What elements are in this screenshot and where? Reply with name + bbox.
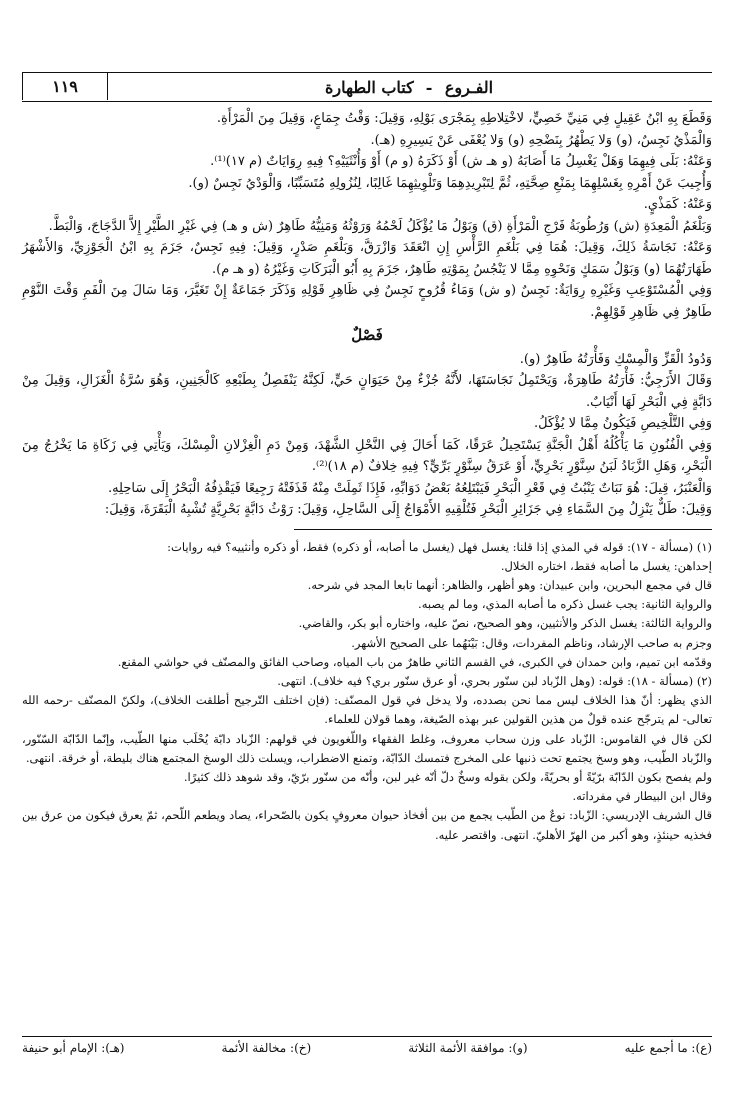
footnote-line: وقدّمه ابن تميم، وابن حمدان في الكبرى، في القسم الثاني طاهرٌ من باب المياه، وصاحب الفائق والمصنّف في حواشي المقنع.	[117, 654, 712, 669]
main-text	[22, 108, 712, 521]
main-paragraph: وَبَلْغَمُ الْمَعِدَةِ (ش) وَرُطُوبَةُ فَرْجِ الْمَرْأَةِ (ق) وَبَوْلُ مَا يُؤْكَلُ لَحْمُهُ وَرَوْثُهُ وَمَنِيُّهُ طَاهِرٌ (ش و هـ) فِي غَيْرِ الطَّيْرِ إِلاَّ الدَّجَاجَ، وَالْبَطَّ.	[48, 218, 712, 234]
main-paragraph: وَفِي الْمُسْتَوْعِبِ وَغَيْرِهِ رِوَايَةٌ: نَجِسٌ (و ش) وَمَاءُ قُرُوحٍ نَجِسٌ فِي ظَاهِرِ قَوْلِهِ وَذَكَرَ جَمَاعَةٌ إِنْ تَغَيَّرَ، وَمَا سَالَ مِنَ الْفَمِ وَقْتَ النَّوْمِ طَاهِرٌ فِي ظَاهِرِ قَوْلِهِمْ.	[22, 283, 712, 320]
abbreviation-key	[22, 1036, 712, 1055]
footnote-line: وجزم به صاحب الإرشاد، وناظم المفردات، وقال: بَيْنَهُما على الصحيح الأشهر.	[351, 635, 712, 650]
section-paragraph: وَدُودُ الْقَزِّ وَالْمِسْكِ وَفَأْرَتُهُ طَاهِرٌ (و).	[519, 351, 712, 367]
section-paragraph: وَقِيلَ: طَلٌّ يَنْزِلُ مِنَ السَّمَاءِ فِي جَزَائِرِ الْبَحْرِ فَتُلْقِيهِ الأَمْوَاجُ إِلَى السَّاحِلِ، وَقِيلَ: رَوْثُ دَابَّةٍ بَحْرِيَّةٍ تُشْبِهُ الْبَقَرَةَ، وَقِيلَ:	[104, 502, 712, 517]
section-paragraph: وَقَالَ الأَزَجِيُّ: فَأْرَتُهُ طَاهِرَةٌ، وَيَحْتَمِلُ نَجَاسَتَهَا، لأَنَّهُ جُزْءٌ مِنْ حَيَوَانٍ حَيٍّ، لَكِنَّهُ يَنْفَصِلُ بِطَبْعِهِ كَالْجَنِينِ، وَهُوَ سُرَّةُ الْغَزَالِ، وَقِيلَ مِنْ دَابَّةٍ فِي الْبَحْرِ لَهَا أَنْيَابٌ.	[22, 373, 712, 410]
key-ayn: (ع): ما أجمع عليه	[624, 1041, 712, 1055]
running-title	[106, 73, 712, 101]
footnotes	[22, 538, 712, 845]
chapter-title: كتاب الطهارة	[324, 77, 414, 97]
section-paragraph: وَفِي التَّلْخِيصِ فَيَكُونُ مِمَّا لا يُؤْكَلُ.	[534, 416, 712, 431]
key-kha: (خ): مخالفة الأئمة	[221, 1041, 312, 1055]
main-paragraph: وَأُجِيبَ عَنْ أَمْرِهِ بِغَسْلِهِمَا بِمَنْعِ صِحَّتِهِ، ثُمَّ لِتَبْرِيدِهِمَا وَتَلْوِيثِهِمَا غَالِبًا، لِنُزُولِهِ مُتَسَبِّبًا، وَالْوَدْيُ نَجِسٌ (و).	[188, 175, 712, 191]
main-paragraph: وَعَنْهُ: بَلَى فِيهِمَا وَهَلْ يَغْسِلُ مَا أَصَابَهُ (و هـ ش) أَوْ ذَكَرَهُ (و م) أَوْ وَأُنْثَيَيْهِ؟ فِيهِ رِوَايَاتٌ (م ١٧)⁽¹⁾.	[210, 154, 712, 169]
main-paragraph: وَعَنْهُ: نَجَاسَةُ ذَلِكَ، وَقِيلَ: هُمَا فِي بَلْغَمِ الرَّأْسِ إِنِ انْعَقَدَ وَازْرَقَّ، وَبَلْغَمِ صَدْرٍ، وَقِيلَ: فِيهِ نَجِسٌ، جَزَمَ بِهِ ابْنُ الْجَوْزِيِّ، وَالأَشْهَرُ طَهَارَتُهُمَا (و) وَبَوْلُ سَمَكٍ وَنَحْوِهِ مِمَّا لا يَنْجُسُ بِمَوْتِهِ طَاهِرٌ، جَزَمَ بِهِ أَبُو الْبَرَكَاتِ وَغَيْرُهُ (و هـ م).	[22, 240, 712, 277]
title-separator: -	[425, 77, 433, 97]
page-number: ١١٩	[22, 72, 108, 100]
section-heading: فَصْلٌ	[351, 326, 383, 344]
key-waw: (و): موافقة الأئمة الثلاثة	[408, 1041, 528, 1055]
footnote-divider	[294, 529, 712, 530]
footnote-line: لكن قال في القاموس: الزّباد على وزن سحاب معروف، وغلط الفقهاء واللّغويون في قولهم: الزّباد دابّة يُحْلَب منها الطّيب، وإنّما الدّابّة السّنّور، والزّباد الطّيب، وهو وسخ يجتمع تحت ذنبها على المخرج فتمسك الدّابّة، وتمنع الاضطراب، ويسلت ذلك الوسخ المجتمع هناك بليطة، أو خرقة. انتهى.	[22, 731, 712, 765]
footnote-line: ولم يفصح بكون الدّابّة برّيّةً أو بحريّةً، ولكن بقوله وسخٌ دلّ أنّه غير لبن، وأنّه من سنّور برّيّ، وقد شوهد ذلك كثيرًا.	[183, 769, 712, 784]
footnote-line: والرواية الثانية: يجب غسل ذكره ما أصابه المذي، وما لم يصبه.	[418, 597, 712, 612]
main-paragraph: وَقَطَعَ بِهِ ابْنُ عَقِيلٍ فِي مَنِيِّ خَصِيٍّ، لاخْتِلاطِهِ بِمَجْرَى بَوْلِهِ، وَقِيلَ: وَقْتُ جِمَاعٍ، وَقِيلَ مِنَ الْمَرْأَةِ.	[216, 111, 712, 126]
book-page	[22, 72, 712, 845]
section-paragraph: وَالْعَنْبَرُ، قِيلَ: هُوَ نَبَاتٌ يَنْبُتُ فِي قَعْرِ الْبَحْرِ فَيَبْتَلِعُهُ بَعْضُ دَوَابِّهِ، فَإِذَا ثَمِلَتْ مِنْهُ قَذَفَتْهُ رَجِيعًا فَيَقْذِفُهُ الْبَحْرُ إِلَى سَاحِلِهِ.	[107, 480, 712, 496]
main-paragraph: وَالْمَذْيُ نَجِسٌ، (و) وَلا يَطْهُرُ بِنَضْحِهِ (و) وَلا يُعْفَى عَنْ يَسِيرِهِ (هـ).	[370, 132, 712, 148]
section-paragraph: وَفِي الْفُنُونِ مَا يَأْكُلُهُ أَهْلُ الْجَنَّةِ يَسْتَحِيلُ عَرَقًا، كَمَا أَحَالَ فِي النَّحْلِ الشَّهْدَ، وَمِنْ دَمِ الْغِزْلانِ الْمِسْكَ، وَيَأْتِي فِي زَكَاةِ مَا يَخْرُجُ مِنَ الْبَحْرِ، وَهَلِ الزَّبَادُ لَبَنُ سِنَّوْرٍ بَحْرِيٍّ، أَوْ عَرَقُ سِنَّوْرٍ بَرِّيٍّ؟ فِيهِ خِلافٌ (م ١٨)⁽²⁾.	[22, 437, 712, 474]
key-ha: (هـ): الإمام أبو حنيفة	[22, 1041, 125, 1055]
footnote-line: (٢) (مسألة - ١٨): قوله: (وهل الزّباد لبن سنّور بحري، أو عرق سنّور بري؟ فيه خلاف). انتهى.	[277, 673, 712, 688]
book-title: الفـروع	[444, 77, 494, 97]
footnote-line: قال الشريف الإدريسي: الزّباد: نوعٌ من الطّيب يجمع من بين أفخاذ حيوان معروفٍ يكون بالصّحراء، يصاد ويطعم اللّحم، ثمّ يعرق فيكون من عرق بين فخذيه حينئذٍ، وهو أكبر من الهرّ الأهليّ. انتهى. واقتصر عليه.	[22, 808, 712, 842]
footnote-line: وقال ابن البيطار في مفرداته.	[572, 789, 712, 804]
footnote-line: الذي يظهر: أنّ هذا الخلاف ليس مما نحن بصدده، ولا يدخل في قول المصنّف: (فإن اختلف التّرجيح أطلقت الخلاف)، ولكنّ المصنّف -رحمه الله تعالى- لم يترجّح عنده قولٌ من هذين القولين عبر بهذه الصّيغة، وهما قولان للعلماء.	[22, 693, 712, 727]
footnote-line: إحداهن: يغسل ما أصابه فقط، اختاره الخلال.	[500, 558, 712, 573]
main-paragraph: وَعَنْهُ: كَمَذْيٍ.	[643, 197, 712, 212]
footnote-line: قال في مجمع البحرين، وابن عبيدان: وهو أظهر، والظاهر: أنهما تابعا المجد في شرحه.	[307, 577, 712, 592]
footnote-line: والرواية الثالثة: يغسل الذكر والأنثيين، وهو الصحيح، نصّ عليه، واختاره أبو بكر، والقاضي.	[298, 616, 712, 631]
footnote-line: (١) (مسألة - ١٧): قوله في المذي إذا قلنا: يغسل فهل (يغسل ما أصابه، أو ذكره) فقط، أو ذكره وأنثييه؟ فيه روايات:	[167, 539, 712, 554]
page-header	[22, 72, 712, 102]
